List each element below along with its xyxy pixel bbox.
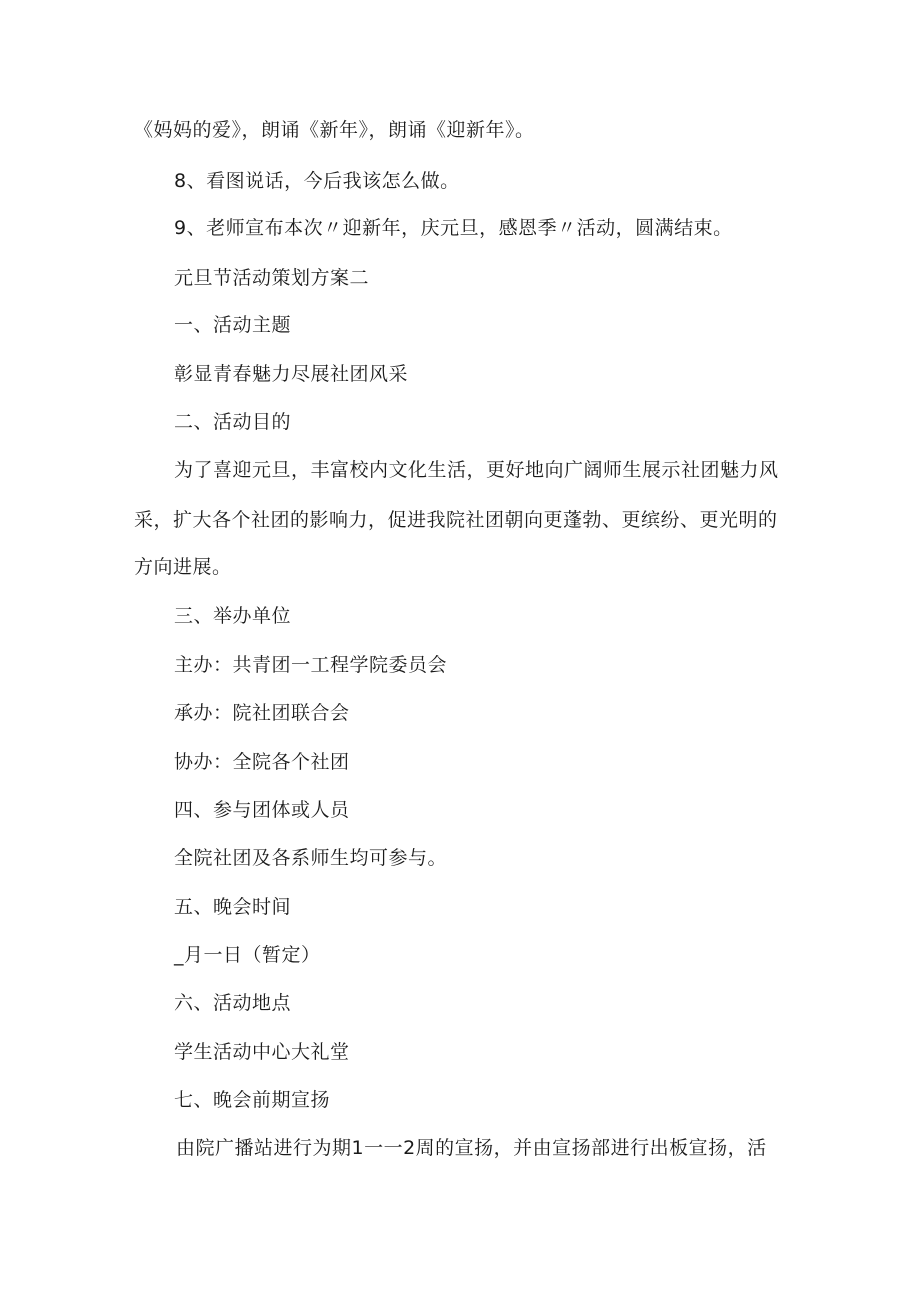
program-items-line: 《妈妈的爱》，朗诵《新年》，朗诵《迎新年》。 [134, 119, 535, 141]
organizer-undertaker: 承办：院社团联合会 [174, 702, 350, 724]
location-text: 学生活动中心大礼堂 [174, 1041, 350, 1063]
promotion-text: 由院广播站进行为期1一一2周的宣扬，并由宣扬部进行出板宣扬，活 [176, 1137, 767, 1159]
organizer-host: 主办：共青团一工程学院委员会 [174, 654, 448, 676]
section-heading-location: 六、活动地点 [174, 992, 292, 1014]
purpose-text-line-1: 为了喜迎元旦，丰富校内文化生活，更好地向广阔师生展示社团魅力风 [174, 459, 779, 481]
organizer-co-host: 协办：全院各个社团 [174, 751, 350, 773]
item-8: 8、看图说话，今后我该怎么做。 [174, 170, 460, 192]
plan-title: 元旦节活动策划方案二 [174, 267, 370, 289]
section-heading-purpose: 二、活动目的 [174, 411, 292, 433]
participants-text: 全院社团及各系师生均可参与。 [174, 847, 448, 869]
purpose-text-line-3: 方向进展。 [134, 556, 232, 578]
section-heading-promotion: 七、晚会前期宣扬 [174, 1089, 331, 1111]
section-heading-theme: 一、活动主题 [174, 314, 292, 336]
time-text: _月一日（暂定） [174, 944, 321, 966]
section-heading-time: 五、晚会时间 [174, 896, 292, 918]
section-heading-organizers: 三、举办单位 [174, 605, 292, 627]
section-heading-participants: 四、参与团体或人员 [174, 799, 350, 821]
item-9: 9、老师宣布本次〃迎新年，庆元旦，感恩季〃活动，圆满结束。 [174, 217, 733, 239]
theme-text: 彰显青春魅力尽展社团风采 [174, 363, 409, 385]
purpose-text-line-2: 采，扩大各个社团的影响力，促进我院社团朝向更蓬勃、更缤纷、更光明的 [134, 509, 778, 531]
